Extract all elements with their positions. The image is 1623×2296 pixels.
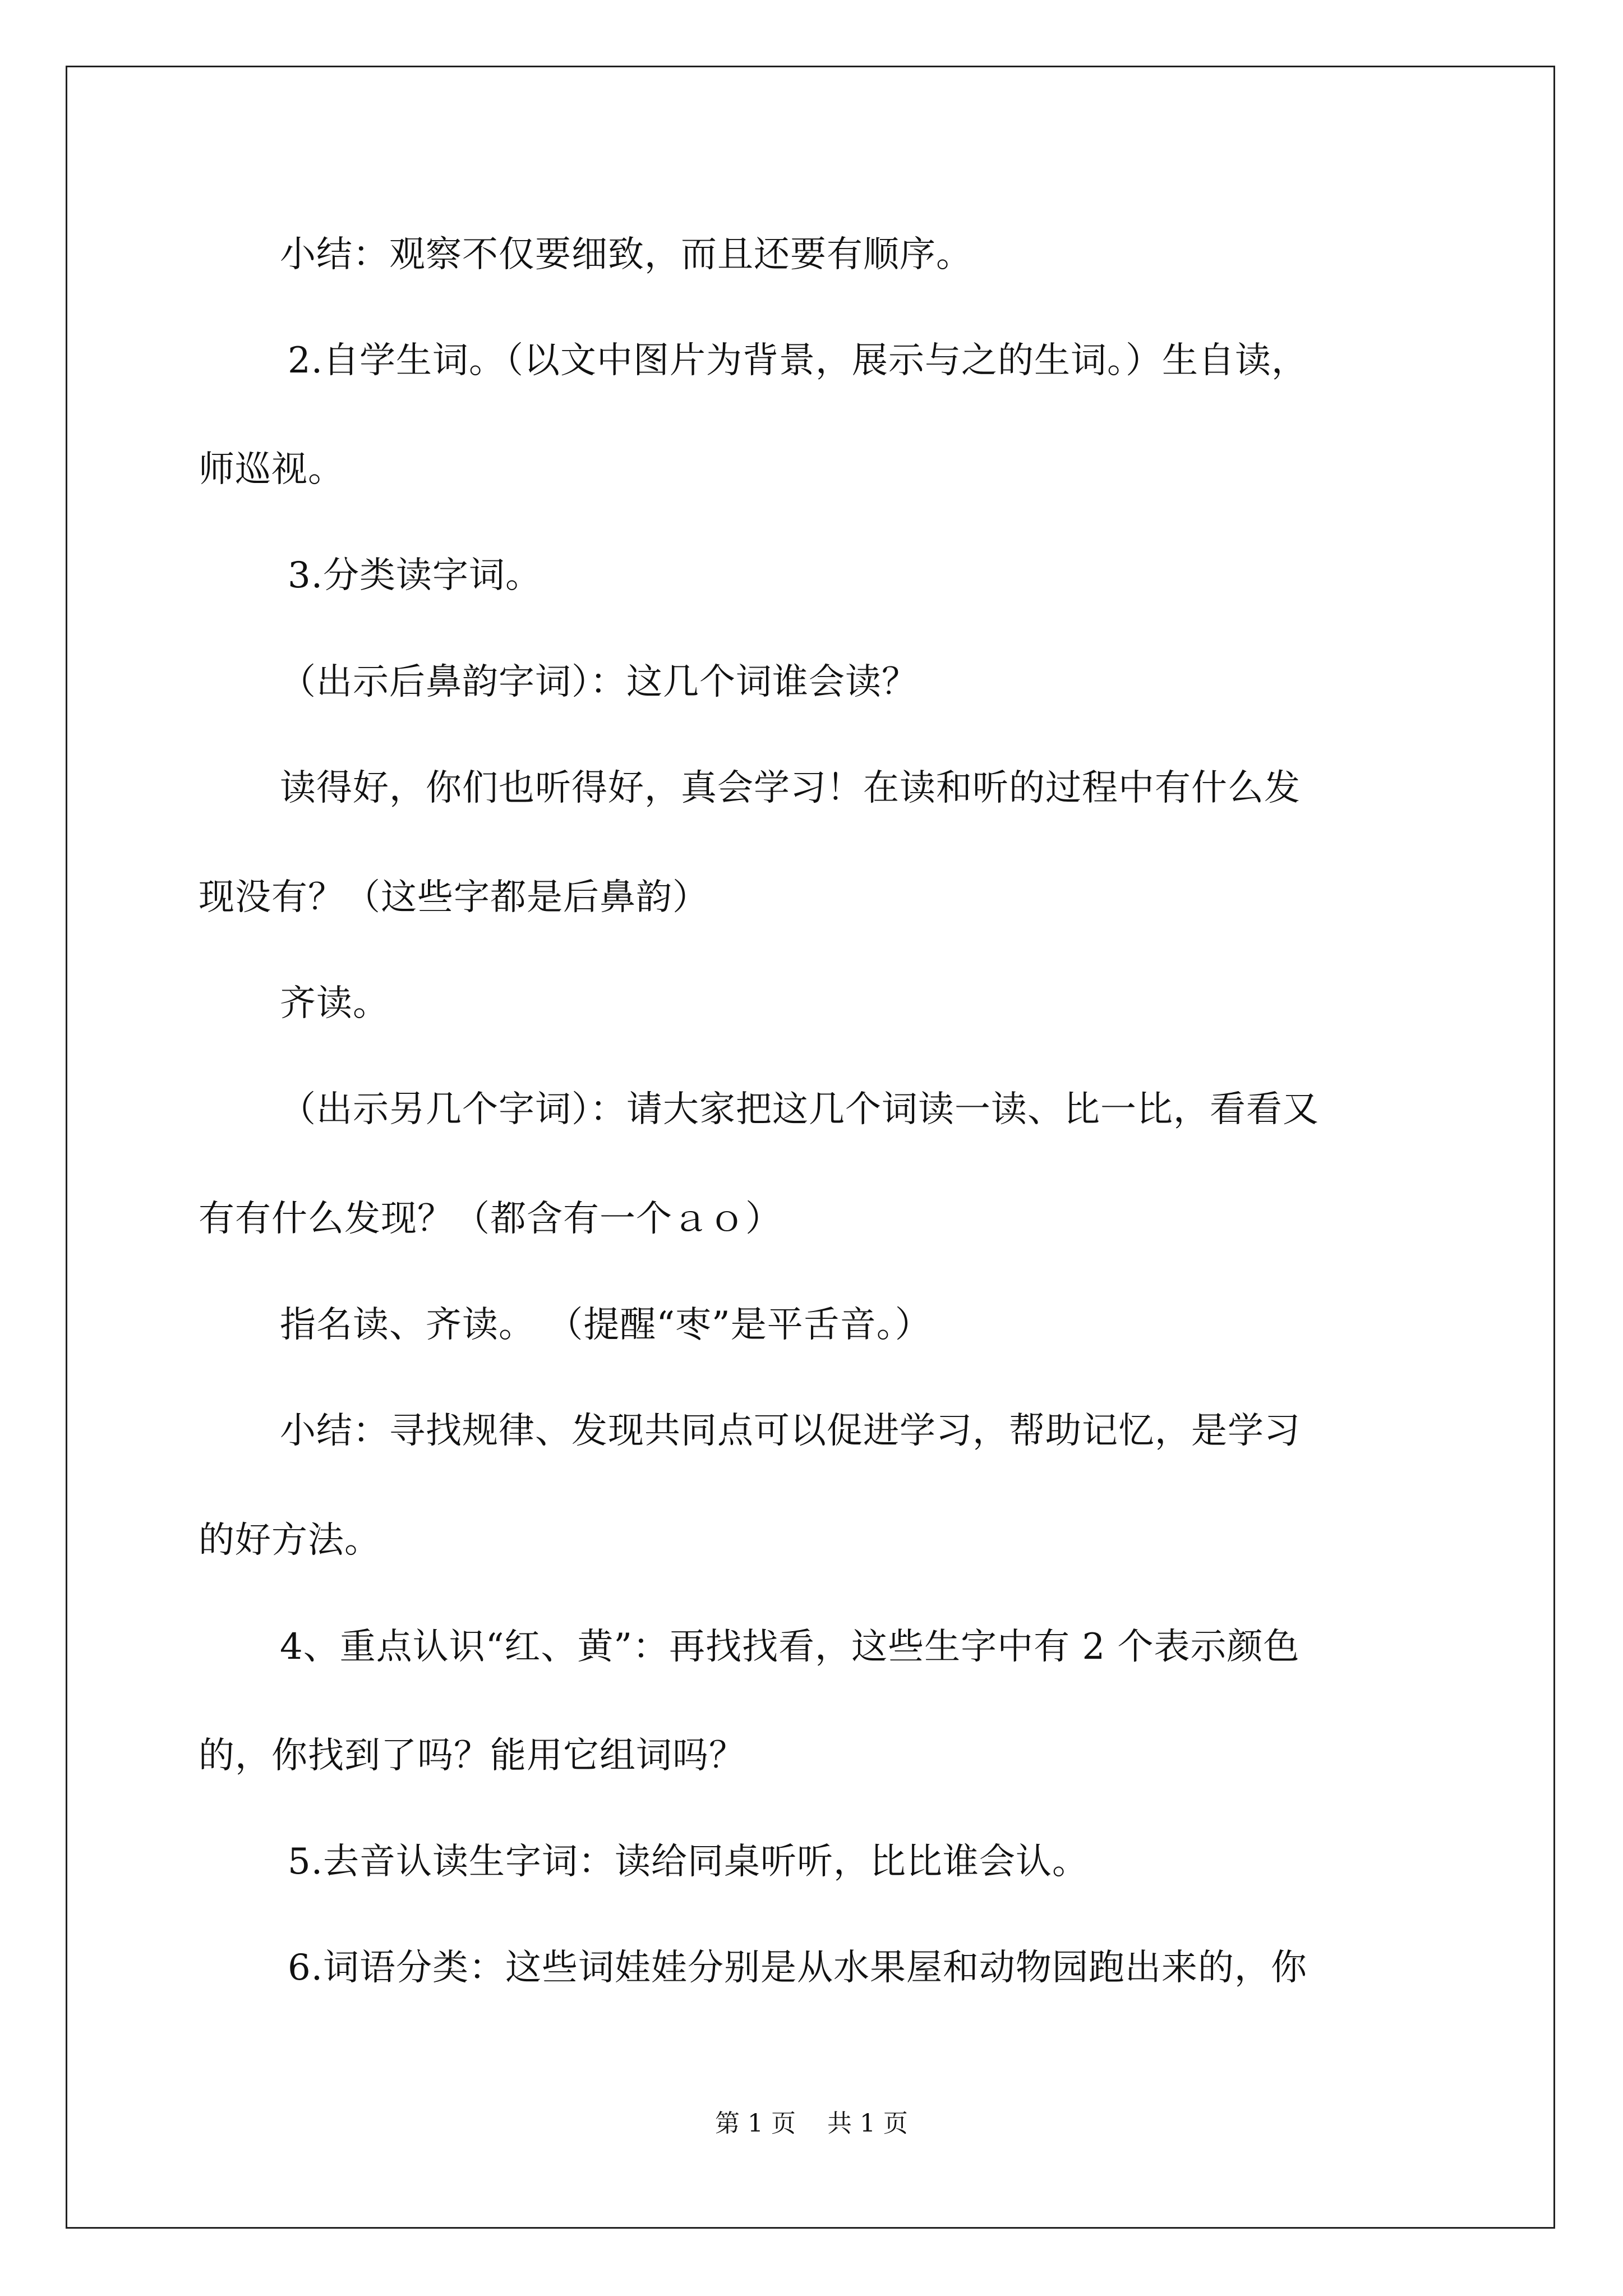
- page-footer: 第 1 页 共 1 页: [715, 2109, 908, 2138]
- paragraph-line: 3.分类读字词。: [288, 555, 542, 596]
- paragraph-line: 的，你找到了吗？能用它组词吗？: [199, 1735, 745, 1777]
- page-border: [66, 66, 1555, 2229]
- paragraph-line: 6.词语分类：这些词娃娃分别是从水果屋和动物园跑出来的，你: [288, 1947, 1308, 1989]
- paragraph-line: 2.自学生词。（以文中图片为背景，展示与之的生词。）生自读，: [288, 340, 1308, 381]
- paragraph-line: 读得好，你们也听得好，真会学习！在读和听的过程中有什么发: [280, 767, 1301, 809]
- paragraph-line: 小结：寻找规律、发现共同点可以促进学习，帮助记忆，是学习: [280, 1410, 1301, 1452]
- paragraph-line: 小结：观察不仅要细致，而且还要有顺序。: [280, 234, 972, 275]
- paragraph-line: （出示后鼻韵字词）：这几个词谁会读？: [280, 661, 918, 703]
- paragraph-line: 齐读。: [280, 983, 389, 1024]
- paragraph-line: 有有什么发现？（都含有一个ａｏ）: [199, 1198, 782, 1240]
- paragraph-line: 现没有？（这些字都是后鼻韵）: [199, 877, 709, 918]
- paragraph-line: 师巡视。: [199, 449, 344, 490]
- paragraph-line: 4、重点认识“红、黄”：再找找看，这些生字中有 2 个表示颜色: [280, 1626, 1300, 1668]
- paragraph-line: （出示另几个字词）：请大家把这几个词读一读、比一比，看看又: [280, 1089, 1319, 1130]
- paragraph-line: 的好方法。: [199, 1520, 381, 1561]
- paragraph-line: 5.去音认读生字词：读给同桌听听，比比谁会认。: [288, 1841, 1089, 1883]
- paragraph-line: 指名读、齐读。 （提醒“枣”是平舌音。）: [280, 1304, 932, 1346]
